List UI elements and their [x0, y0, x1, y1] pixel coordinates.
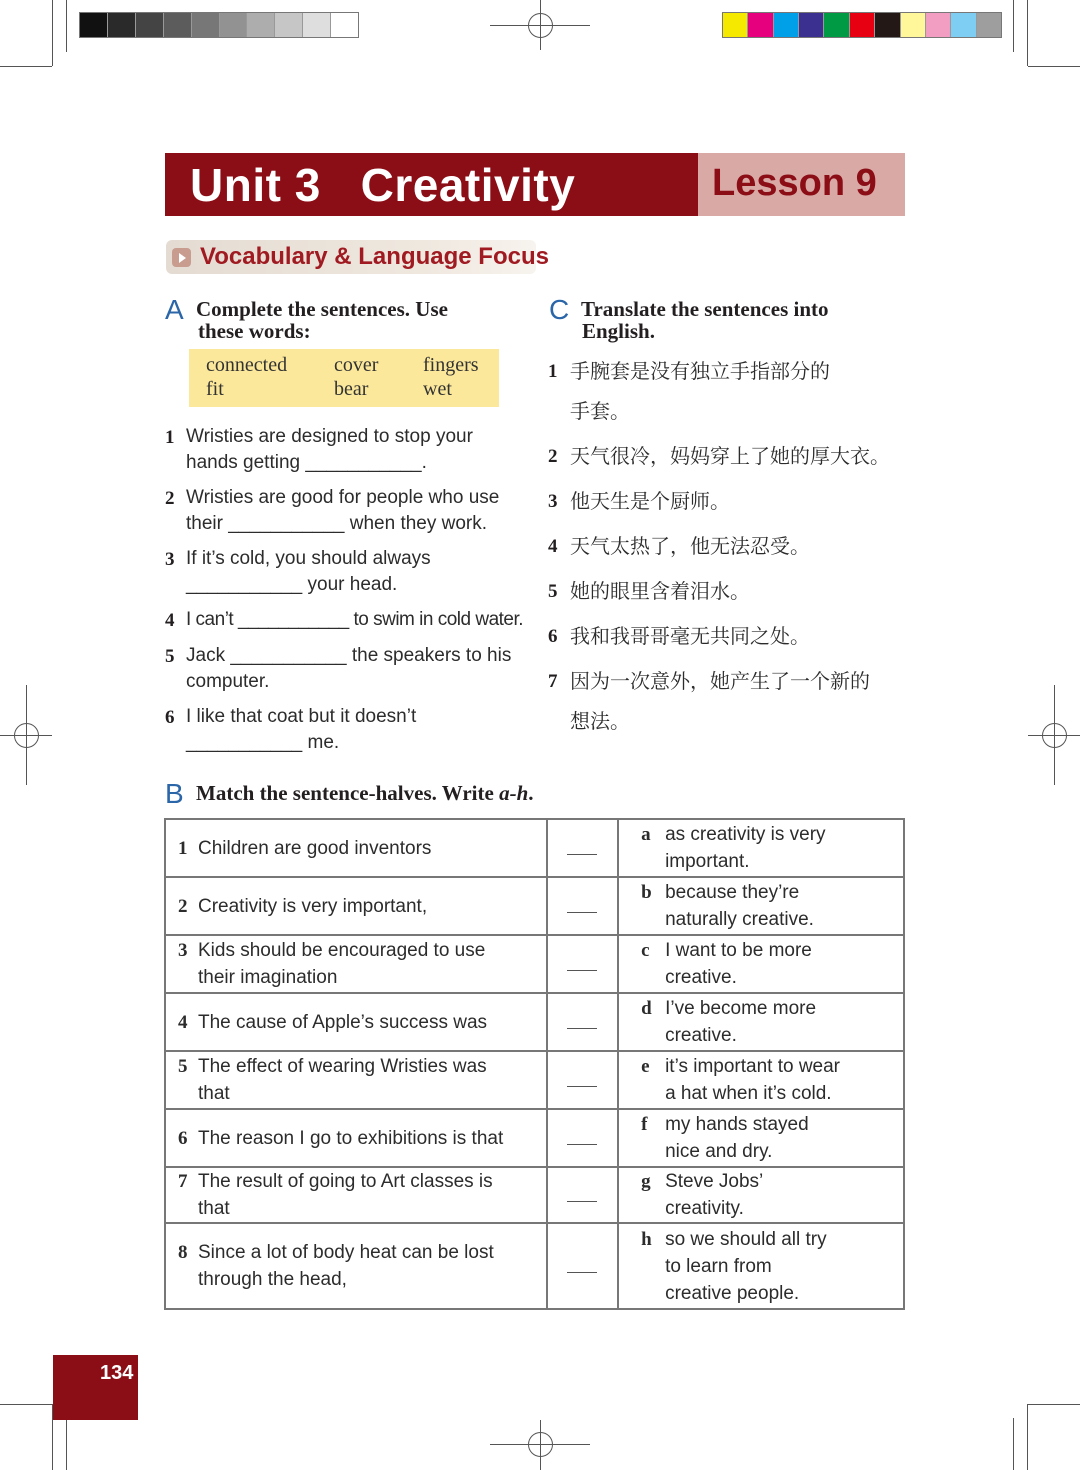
word-item: cover [334, 354, 379, 376]
question-line: ___________ your head. [186, 574, 398, 595]
right-half-cell [618, 1223, 904, 1309]
right-half-text: because they’re naturally creative. [665, 882, 814, 930]
option-letter: h [641, 1228, 652, 1250]
crop-mark [1027, 1404, 1028, 1470]
section-a-title-line1: Complete the sentences. Use [196, 297, 448, 321]
question-number: 2 [548, 446, 558, 467]
word-item: bear [334, 378, 369, 400]
right-half-text: Steve Jobs’ creativity. [665, 1171, 763, 1219]
question-line: computer. [186, 671, 270, 692]
row-number: 2 [178, 895, 188, 917]
crop-mark [66, 0, 67, 52]
question-number: 1 [165, 427, 175, 448]
crop-mark [1013, 0, 1014, 52]
unit-title: Unit 3 Creativity [190, 159, 576, 211]
crop-mark [52, 0, 53, 66]
section-c-title [581, 298, 829, 342]
question-number: 1 [548, 361, 558, 382]
answer-blank[interactable] [567, 912, 597, 913]
answer-cell[interactable] [547, 877, 619, 935]
left-half-text: The cause of Apple’s success was [198, 1011, 488, 1033]
question-text [186, 485, 499, 537]
row-number: 5 [178, 1056, 188, 1077]
answer-cell[interactable] [547, 1167, 619, 1223]
row-number: 3 [178, 940, 188, 961]
question-number: 6 [165, 707, 175, 728]
right-half-cell [618, 1109, 904, 1167]
option-letter: g [641, 1171, 651, 1192]
right-half-cell [618, 993, 904, 1051]
chinese-line: 因为一次意外，她产生了一个新的 [570, 669, 870, 693]
right-half-text: as creativity is very important. [665, 824, 826, 872]
play-icon [172, 248, 191, 267]
chinese-sentence: 天气很冷，妈妈穿上了她的厚大衣。 [570, 444, 890, 468]
option-letter: f [641, 1114, 648, 1135]
registration-mark [528, 13, 553, 38]
question-number: 7 [548, 671, 558, 692]
question-number: 4 [165, 610, 175, 631]
section-c-title-line1: Translate the sentences into [581, 297, 829, 321]
crop-mark [1013, 1418, 1014, 1470]
question-text [186, 607, 523, 633]
right-half-text: so we should all try to learn from creative people. [665, 1228, 827, 1304]
left-half-cell [165, 1051, 547, 1109]
crop-mark [66, 1418, 67, 1470]
answer-blank[interactable] [567, 1201, 597, 1202]
question-number: 3 [548, 491, 558, 512]
crop-mark [0, 1404, 52, 1405]
chinese-sentence: 天气太热了，他无法忍受。 [570, 534, 810, 558]
question-line: I like that coat but it doesn’t [186, 706, 417, 727]
crop-mark [0, 66, 52, 67]
question-line: ___________ me. [186, 732, 340, 753]
question-line: Wristies are designed to stop your [186, 426, 473, 447]
question-text [186, 424, 473, 476]
answer-cell[interactable] [547, 1223, 619, 1309]
left-half-text: The reason I go to exhibitions is that [198, 1127, 504, 1149]
question-text [186, 546, 431, 598]
right-half-text: I want to be more creative. [665, 940, 812, 988]
word-item: connected [206, 354, 288, 376]
chinese-sentence: 他天生是个厨师。 [570, 489, 730, 513]
chinese-sentence [570, 661, 870, 741]
lesson-title: Lesson 9 [712, 162, 877, 204]
row-number: 6 [178, 1127, 188, 1149]
option-letter: a [641, 824, 651, 845]
question-line: Jack ___________ the speakers to his [186, 645, 512, 666]
left-half-text: Kids should be encouraged to use their imagination [198, 940, 486, 988]
grayscale-color-bar [79, 12, 359, 38]
section-tag-label: Vocabulary & Language Focus [200, 243, 549, 270]
left-half-text: The effect of wearing Wristies was that [198, 1056, 487, 1104]
crop-mark [1028, 66, 1080, 67]
row-number: 1 [178, 837, 188, 859]
option-letter: c [641, 940, 650, 961]
question-number: 2 [165, 488, 175, 509]
question-text [186, 643, 511, 695]
left-half-cell [165, 993, 547, 1051]
row-number: 7 [178, 1171, 188, 1192]
table-row [165, 1051, 904, 1109]
registration-mark [1042, 723, 1067, 748]
right-half-cell [618, 877, 904, 935]
section-b-title-text: Match the sentence-halves. Write [196, 781, 500, 805]
table-row [165, 935, 904, 993]
answer-blank[interactable] [567, 1272, 597, 1273]
left-half-cell [165, 935, 547, 993]
question-line: hands getting ___________. [186, 452, 427, 473]
right-half-text: my hands stayed nice and dry. [665, 1114, 809, 1162]
crop-mark [1027, 0, 1028, 66]
table-row [165, 877, 904, 935]
section-b-title-italic: a-h [499, 781, 529, 805]
word-item: fingers [423, 354, 479, 376]
question-number: 5 [165, 646, 175, 667]
table-row [165, 1109, 904, 1167]
section-a-title [196, 298, 448, 342]
question-line: their ___________ when they work. [186, 513, 488, 534]
chinese-sentence: 我和我哥哥毫无共同之处。 [570, 624, 810, 648]
option-letter: b [641, 882, 652, 903]
question-text [186, 704, 416, 756]
answer-cell[interactable] [547, 993, 619, 1051]
section-b-title-end: . [528, 781, 534, 805]
answer-blank[interactable] [567, 1028, 597, 1029]
table-row [165, 819, 904, 877]
registration-mark [528, 1432, 553, 1457]
answer-blank[interactable] [567, 1086, 597, 1087]
question-number: 5 [548, 581, 558, 602]
page-number: 134 [100, 1362, 134, 1384]
registration-mark [14, 723, 39, 748]
chinese-sentence: 她的眼里含着泪水。 [570, 579, 750, 603]
answer-cell[interactable] [547, 1109, 619, 1167]
left-half-cell [165, 1167, 547, 1223]
section-c-title-line2: English. [582, 319, 655, 343]
left-half-cell [165, 1223, 547, 1309]
right-half-text: it’s important to wear a hat when it’s cold. [665, 1056, 841, 1104]
option-letter: d [641, 998, 652, 1019]
chinese-line: 想法。 [570, 709, 630, 733]
left-half-cell [165, 877, 547, 935]
left-half-cell [165, 1109, 547, 1167]
section-a-title-line2: these words: [198, 319, 311, 343]
right-half-text: I’ve become more creative. [665, 998, 817, 1046]
answer-blank[interactable] [567, 1144, 597, 1145]
chinese-line: 手腕套是没有独立手指部分的 [570, 359, 830, 383]
question-line: If it’s cold, you should always [186, 548, 431, 569]
question-number: 6 [548, 626, 558, 647]
right-half-cell [618, 1167, 904, 1223]
answer-blank[interactable] [567, 970, 597, 971]
chinese-sentence [570, 351, 830, 431]
left-half-text: Since a lot of body heat can be lost through the head, [198, 1242, 494, 1290]
left-half-text: Children are good inventors [198, 837, 432, 859]
section-a-letter: A [165, 294, 184, 325]
word-item: fit [206, 378, 224, 400]
right-half-cell [618, 1051, 904, 1109]
row-number: 8 [178, 1242, 188, 1263]
left-half-text: The result of going to Art classes is that [198, 1171, 493, 1219]
right-half-cell [618, 819, 904, 877]
answer-cell[interactable] [547, 1051, 619, 1109]
left-half-text: Creativity is very important, [198, 895, 428, 917]
word-item: wet [423, 378, 452, 400]
left-half-cell [165, 819, 547, 877]
row-number: 4 [178, 1011, 188, 1033]
answer-blank[interactable] [567, 854, 597, 855]
question-line: I can’t ___________ to swim in cold water. [186, 609, 524, 630]
section-b-letter: B [165, 778, 184, 809]
question-line: Wristies are good for people who use [186, 487, 500, 508]
process-color-bar [722, 12, 1002, 38]
table-row [165, 1223, 904, 1309]
table-row [165, 993, 904, 1051]
matching-table [164, 818, 905, 1310]
question-number: 3 [165, 549, 175, 570]
answer-cell[interactable] [547, 935, 619, 993]
section-b-title [196, 782, 534, 804]
table-row [165, 1167, 904, 1223]
right-half-cell [618, 935, 904, 993]
chinese-line: 手套。 [570, 399, 630, 423]
crop-mark [1028, 1404, 1080, 1405]
answer-cell[interactable] [547, 819, 619, 877]
section-c-letter: C [549, 294, 570, 325]
option-letter: e [641, 1056, 650, 1077]
question-number: 4 [548, 536, 558, 557]
